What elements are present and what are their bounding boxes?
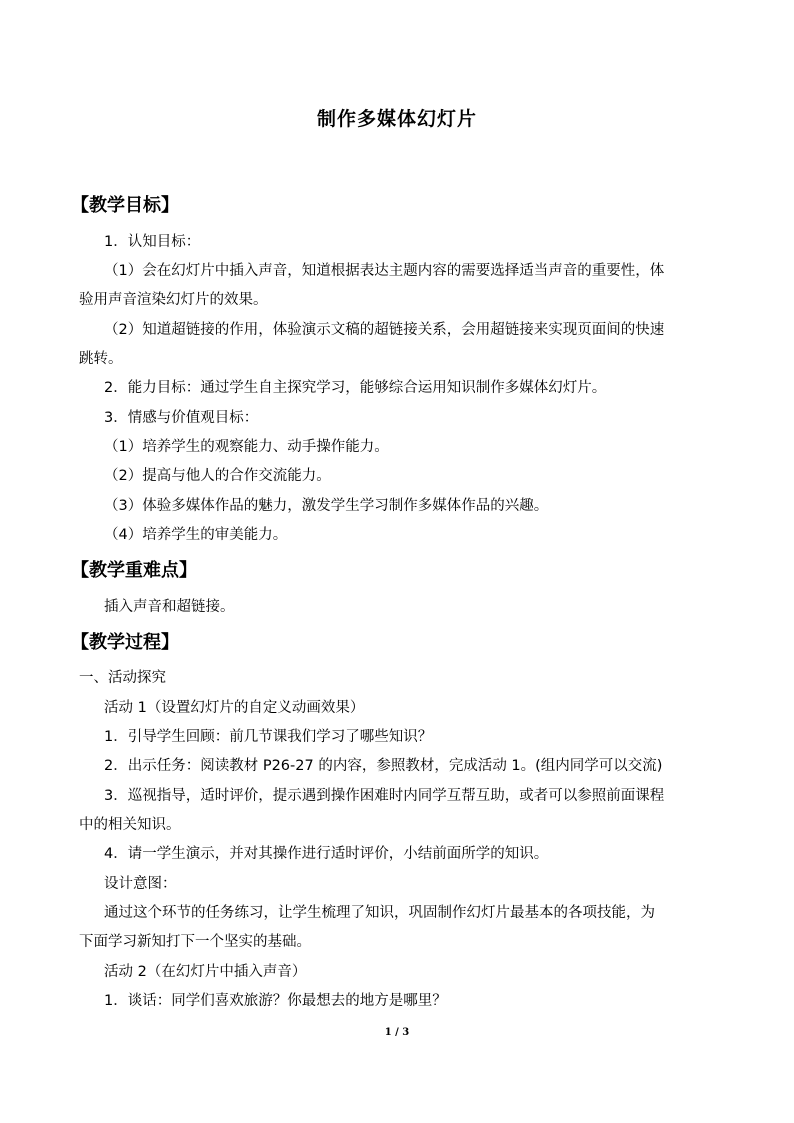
text-line: 活动 1（设置幻灯片的自定义动画效果）	[104, 700, 365, 716]
text-line: （2）知道超链接的作用，体验演示文稿的超链接关系，会用超链接来实现页面间的快速	[104, 322, 665, 338]
section-heading-objectives: 【教学目标】	[71, 195, 179, 216]
text-line: 3．巡视指导，适时评价，提示遇到操作困难时内同学互帮互助，或者可以参照前面课程	[104, 788, 665, 804]
page-number: 1 / 3	[384, 1027, 410, 1038]
text-line: 活动 2（在幻灯片中插入声音）	[104, 964, 307, 980]
text-line: （1）会在幻灯片中插入声音，知道根据表达主题内容的需要选择适当声音的重要性，体	[104, 263, 665, 279]
text-line: 3．情感与价值观目标：	[104, 410, 259, 426]
text-line: 2．能力目标：通过学生自主探究学习，能够综合运用知识制作多媒体幻灯片。	[104, 380, 607, 396]
text-line: 中的相关知识。	[79, 817, 181, 833]
text-line: 一、活动探究	[79, 670, 166, 686]
text-line: 验用声音渲染幻灯片的效果。	[79, 292, 268, 308]
text-line: 1．认知目标：	[104, 234, 201, 250]
section-heading-process: 【教学过程】	[71, 632, 179, 653]
section-heading-keypoints: 【教学重难点】	[71, 560, 197, 581]
text-line: 1．谈话：同学们喜欢旅游？你最想去的地方是哪里？	[104, 993, 447, 1009]
text-line: （2）提高与他人的合作交流能力。	[104, 468, 331, 484]
text-line: 跳转。	[79, 351, 123, 367]
text-line: 4．请一学生演示，并对其操作进行适时评价，小结前面所学的知识。	[104, 846, 549, 862]
text-line: 2．出示任务：阅读教材 P26-27 的内容，参照教材，完成活动 1。(组内同学可以交流)	[104, 758, 663, 774]
text-line: 通过这个环节的任务练习，让学生梳理了知识，巩固制作幻灯片最基本的各项技能，为	[104, 905, 655, 921]
text-line: （4）培养学生的审美能力。	[104, 527, 288, 543]
text-line: （1）培养学生的观察能力、动手操作能力。	[104, 439, 389, 455]
text-line: 1．引导学生回顾：前几节课我们学习了哪些知识？	[104, 729, 433, 745]
text-line: （3）体验多媒体作品的魅力，激发学生学习制作多媒体作品的兴趣。	[104, 498, 549, 514]
text-line: 插入声音和超链接。	[104, 599, 235, 615]
text-line: 下面学习新知打下一个坚实的基础。	[79, 934, 311, 950]
text-line: 设计意图：	[104, 876, 177, 892]
page-title: 制作多媒体幻灯片	[316, 108, 477, 130]
